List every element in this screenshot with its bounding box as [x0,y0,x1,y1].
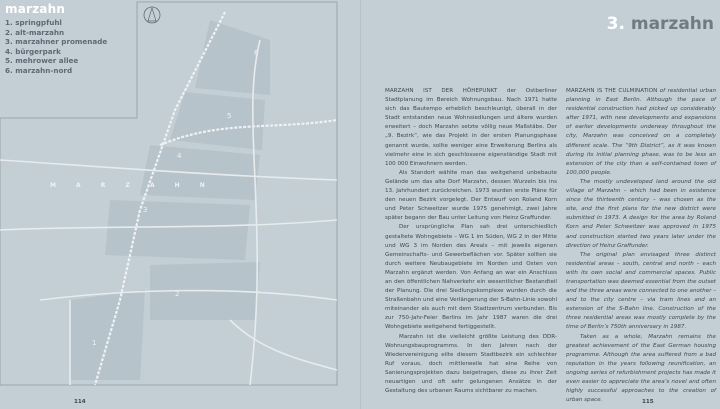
lead-in: MARZAHN IS THE CULMINATION [566,88,658,94]
paragraph: Als Standort wählte man das weitgehend unbebaute Gelände um das alte Dorf Marzahn, dessen Wurzeln bis ins 13. Jahrhundert zurückreichen. 1973 wurden erste Pläne für den neuen Bezirk vorgelegt. Der Entwurf von Roland Korn und Peter Schweitzer wurde 1975 genehmigt, zwei Jahre später begann der Bau unter Leitung von Heinz Graffunder. [385,169,557,222]
english-text [566,87,716,405]
area-number: 5 [227,112,232,120]
lead-in: MARZAHN IST DER HÖHEPUNKT [385,88,498,94]
area-number: 2 [175,290,180,298]
german-text [385,87,557,396]
page-number-left: 114 [74,399,86,405]
paragraph: Der ursprüngliche Plan sah drei unterschiedlich gestaltete Wohngebiete – WG 1 im Süden, WG 2 in der Mitte und WG 3 im Norden des Areals – mit jeweils eigenen Gemeinschafts- und Gewerbeflächen vor. Später sollten sie durch weitere Neubaugebiete im Norden und Osten von Marzahn ergänzt werden. Von Anfang an war ein Anschluss an den öffentlichen Nahverkehr ein wesentlicher Bestandteil der Planung. Die drei Siedlungskomplexe wurden durch die Straßenbahn und eine Verlängerung der S-Bahn-Linie sowohl miteinander als auch mit dem Stadtzentrum verbunden. Bis zur 750-Jahr-Feier Berlins im Jahr 1987 waren die drei Wohngebiete weitgehend fertiggestellt. [385,224,557,331]
area-number: 6 [254,49,259,57]
north-arrow-icon [144,7,160,23]
chapter-title: 3. marzahn [606,14,714,34]
area-number: 1 [92,339,97,347]
page-gutter [360,0,361,409]
legend-item: 4. bürgerpark [5,46,61,56]
legend-item: 6. marzahn-nord [5,65,73,75]
chapter-number: 3. [606,14,625,34]
district-areas [70,20,270,380]
paragraph: MARZAHN IST DER HÖHEPUNKT der Ostberliner Stadtplanung im Bereich Wohnungsbau. Nach 1971 hatte sich das Bautempo erheblich beschleunigt, überall in der Stadt entstanden neue Wohnsiedlungen und ältere wurden erweitert – doch Marzahn setzte völlig neue Maßstäbe. Der „9. Bezirk“, wie das Projekt in der ersten Planungsphase genannt wurde, sollte weniger eine Erweiterung Berlins als vielmehr eine in sich geschlossene eigenständige Stadt mit 100 000 Einwohnern werden. [385,88,558,167]
area-number: 4 [177,152,182,160]
legend-item: 1. springpfuhl [5,18,62,27]
paragraph: The original plan envisaged three distinct residential areas – south, central and north – each with its own social and commercial spaces. Public transportation was deemed essential from the outset and the three areas were connected to one another – and to the city centre – via tram lines and an extension of the S-Bahn line. Construction of the three residential areas was mostly complete by the time of Berlin’s 750th anniversary in 1987. [566,251,716,331]
page-number-right: 115 [642,399,654,405]
paragraph: MARZAHN IS THE CULMINATION of residential urban planning in East Berlin. Although the pace of residential construction had picked up considerably after 1971, with new developments and expansions of earlier developments underway throughout the city, Marzahn was conceived on a completely different scale. The “9th District”, as it was known during its initial planning phase, was to be less an extension of the city than a self-contained town of 100,000 people. [566,88,716,176]
paragraph: The mostly undeveloped land around the old village of Marzahn – which had been in existence since the thirteenth century – was chosen as the site, and the first plans for the new district were submitted in 1973. A design for the area by Roland Korn and Peter Schweitzer was approved in 1975 and construction started two years later under the direction of Heinz Graffunder. [566,178,716,249]
paragraph: Taken as a whole, Marzahn remains the greatest achievement of the East German housing programme. Although the area suffered from a bad reputation in the years following reunification, an ongoing series of refurbishment projects has made it even easier to appreciate the area’s novel and often highly successful approaches to the creation of urban space. [566,333,716,404]
district-map [0,0,345,395]
legend-item: 5. mehrower allee [5,56,79,66]
legend-item: 3. marzahner promenade [5,37,108,47]
legend-item: 2. alt-marzahn [5,27,65,37]
area-number: 3 [143,206,148,214]
map-district-label: M A R Z A H N [50,182,214,189]
legend-title: marzahn [5,2,66,16]
paragraph: Marzahn ist die vielleicht größte Leistung des DDR-Wohnungsbauprogramms. In den Jahren nach der Wiedervereinigung eilte diesem Stadtbezirk ein schlechter Ruf voraus, doch mittlerweile hat eine Reihe von Sanierungsprojekten dazu beigetragen, diese zu ihrer Zeit neuartigen und oft sehr gelungenen Ansätze in der Gestaltung des urbanen Raums sichtbarer zu machen. [385,333,557,395]
